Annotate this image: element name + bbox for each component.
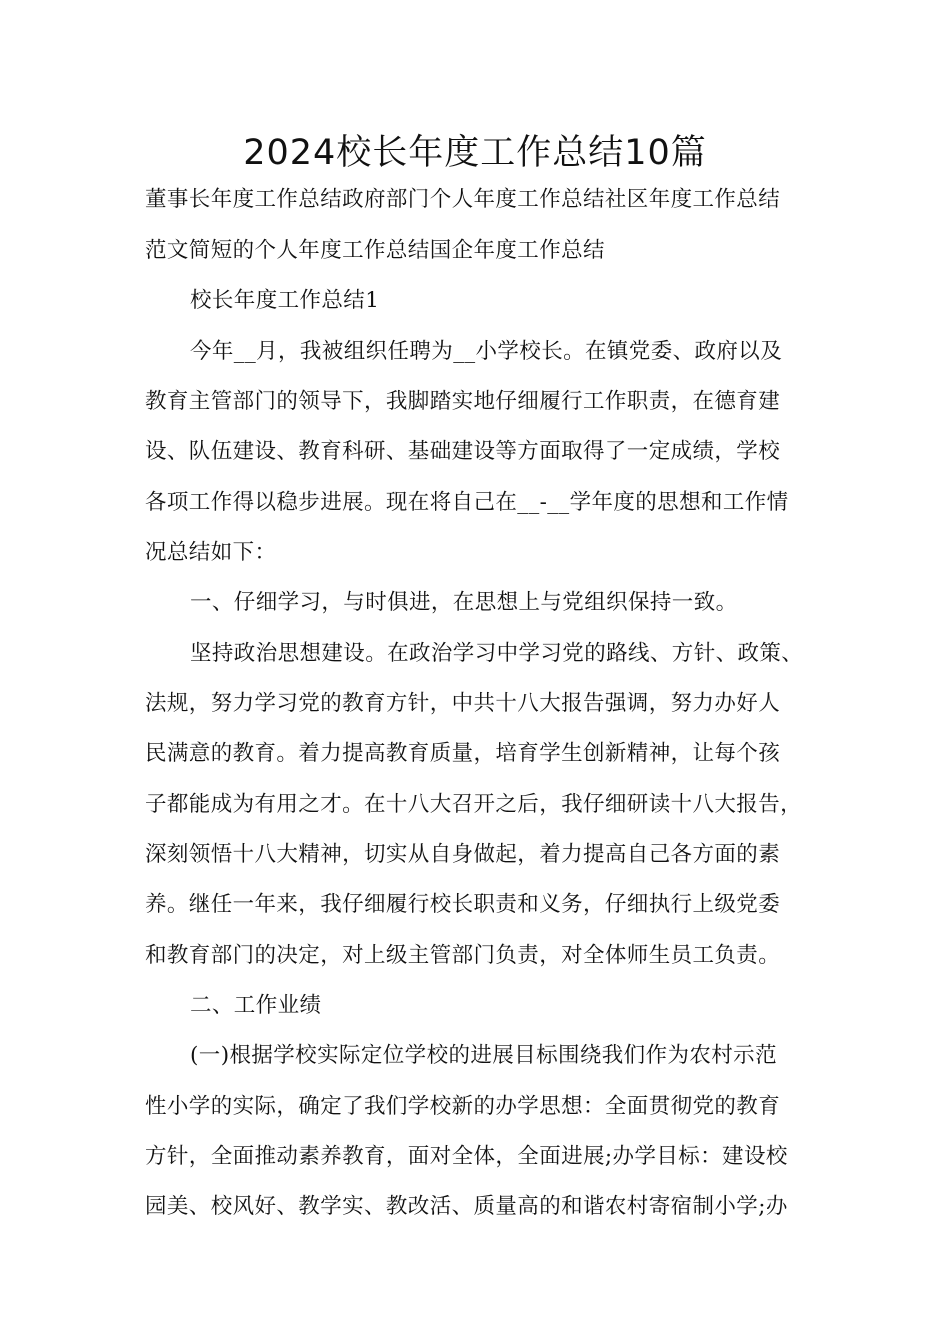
text-line: 设、队伍建设、教育科研、基础建设等方面取得了一定成绩，学校 bbox=[145, 439, 781, 464]
text-line: 教育主管部门的领导下，我脚踏实地仔细履行工作职责，在德育建 bbox=[145, 389, 781, 414]
text-line: 方针，全面推动素养教育，面对全体，全面进展;办学目标：建设校 bbox=[145, 1144, 788, 1169]
text-line: 况总结如下： bbox=[145, 540, 277, 565]
text-line: 一、仔细学习，与时俱进，在思想上与党组织保持一致。 bbox=[190, 590, 738, 615]
section-heading: 校长年度工作总结1 bbox=[190, 288, 380, 313]
document-title: 2024校长年度工作总结10篇 bbox=[243, 133, 707, 173]
text-line: 园美、校风好、教学实、教改活、质量高的和谐农村寄宿制小学;办 bbox=[145, 1194, 788, 1219]
text-line: (一)根据学校实际定位学校的进展目标围绕我们作为农村示范 bbox=[190, 1043, 777, 1068]
text-line: 性小学的实际，确定了我们学校新的办学思想：全面贯彻党的教育 bbox=[145, 1094, 781, 1119]
text-line: 坚持政治思想建设。在政治学习中学习党的路线、方针、政策、 bbox=[190, 641, 804, 666]
text-line: 和教育部门的决定，对上级主管部门负责，对全体师生员工负责。 bbox=[145, 943, 781, 968]
text-line: 养。继任一年来，我仔细履行校长职责和义务，仔细执行上级党委 bbox=[145, 892, 781, 917]
text-line: 子都能成为有用之才。在十八大召开之后，我仔细研读十八大报告， bbox=[145, 792, 803, 817]
text-line: 范文简短的个人年度工作总结国企年度工作总结 bbox=[145, 238, 605, 263]
section-heading: 二、工作业绩 bbox=[190, 993, 322, 1018]
text-line: 董事长年度工作总结政府部门个人年度工作总结社区年度工作总结 bbox=[145, 187, 781, 212]
text-line: 法规，努力学习党的教育方针，中共十八大报告强调，努力办好人 bbox=[145, 691, 781, 716]
text-line: 深刻领悟十八大精神，切实从自身做起，着力提高自己各方面的素 bbox=[145, 842, 781, 867]
text-line: 各项工作得以稳步进展。现在将自己在__-__学年度的思想和工作情 bbox=[145, 490, 789, 515]
text-line: 今年__月，我被组织任聘为__小学校长。在镇党委、政府以及 bbox=[190, 339, 783, 364]
text-line: 民满意的教育。着力提高教育质量，培育学生创新精神，让每个孩 bbox=[145, 741, 781, 766]
